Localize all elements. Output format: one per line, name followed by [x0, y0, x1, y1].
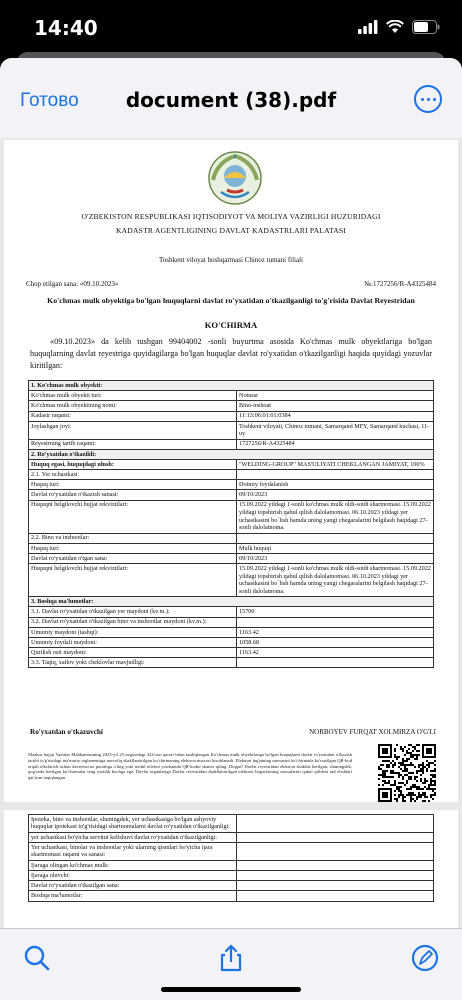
registrar-label: Ro'yxatdan o'tkazuvchi: [30, 728, 103, 736]
table-cell-value: 09/10/2023: [237, 554, 434, 564]
table-cell-label: 3. Boshqa ma'lumotlar:: [29, 597, 434, 607]
table-row: [29, 881, 434, 891]
document-title: document (38).pdf: [125, 88, 337, 112]
table-row: [29, 381, 434, 391]
pdf-viewer[interactable]: [0, 138, 462, 928]
table-row: [29, 554, 434, 564]
table-cell-value: [237, 842, 434, 860]
table-cell-label: 3.1. Davlat ro'yxatidan o'tkazilgan yer maydoni (kv.m.):: [29, 607, 237, 617]
table-row: [29, 648, 434, 658]
issue-date: Chop etilgan sana: «09.10.2023»: [26, 280, 119, 288]
table-cell-value: 09/10/2023: [237, 490, 434, 500]
table-row: [29, 391, 434, 401]
table-cell-value: 1163.42: [237, 648, 434, 658]
table-row: [29, 439, 434, 449]
table-cell-label: Davlat ro'yxatidan o'tkazish sanasi:: [29, 490, 237, 500]
table-row: [29, 627, 434, 637]
table-cell-label: Ijaraga olingan ko'chmas mulk:: [29, 860, 237, 870]
table-row: [29, 870, 434, 880]
table-cell-value: 1058.68: [237, 637, 434, 647]
table-cell-value: Mulk huquqi: [237, 543, 434, 553]
table-row: [29, 421, 434, 439]
legal-notice: Mazkur hujjat Vazirlar Mahkamasining 2023-yil 25-avgustdagi 424-son qarori bilan tasdiqlangan Ko'chmas mulk obyektlariga bo'lgan huquqlarni davlat ro'yxatidan o'tkazish tartibi to'g'risidagi ma'muriy reglamentiga muvofiq shakllantirilgan ko'chirmaning elektron nusxasi hisoblanadi. Elektron hujjatning nusxasini ko'chirmada ko'rsatilgan QR-kod orqali tekshirish uchun davreestr.uz portaliga o'ting yoki mobil telefon yordamida QR-kodni skaner qiling. Diqqat! Davlat reyestridan elektron shaklda berilgan, shuningdek, qog'ozda berilgan ko'chirmalar teng yuridik kuchga ega. Davlat organlariga Davlat reyestridan shakllantirilgan elektron hujjatlarning nusxalarini qabul qilishni rad etishlari qat'iyan taqiqlangan.: [28, 752, 352, 781]
table-cell-value: 1163.42: [237, 627, 434, 637]
branch-name: Toshkent viloyat boshqarmasi Chinoz tumani filiali: [159, 256, 303, 264]
document-sheet: [0, 58, 462, 1000]
navigation-bar: [0, 58, 462, 138]
table-cell-value: 15.09.2022 yildagi 1-sonli ko'chmas mulk oldi-sotdi shartnomasi. 15.09.2022 yildagi topshirish qabul qilish dalolatnomasi. 06.10.2023 yildagi yer uchastkasini bo`lish hamda uning yangi chegaralarini belgilash haqidagi 27-sonli dalolatnoma.: [237, 564, 434, 597]
table-cell-value: 11:13:06:01:01:0384: [237, 411, 434, 421]
table-cell-label: Ko'chmas mulk obyektining nomi:: [29, 401, 237, 411]
table-cell-label: Davlat ro'yxatidan o'tgan sana:: [29, 554, 237, 564]
table-row: [29, 832, 434, 842]
table-cell-label: Davlat ro'yxatidan o'tkazilgan sana:: [29, 881, 237, 891]
table-cell-value: 15700: [237, 607, 434, 617]
table-cell-value: [237, 533, 434, 543]
table-row: [29, 411, 434, 421]
table-row: [29, 658, 434, 668]
table-cell-label: 2.1. Yer uchastkasi:: [29, 470, 237, 480]
table-cell-label: Huquq turi:: [29, 480, 237, 490]
table-row: [29, 860, 434, 870]
table-cell-label: Qurilish osti maydoni:: [29, 648, 237, 658]
table-cell-label: 2. Ro'yxatdan o'tkazildi:: [29, 449, 434, 459]
pdf-page-1: [4, 140, 458, 802]
registry-table: [28, 380, 434, 668]
state-emblem-icon: [207, 150, 263, 206]
table-cell-value: Bino-inshoat: [237, 401, 434, 411]
table-cell-value: [237, 832, 434, 842]
table-row: [29, 815, 434, 833]
table-cell-value: [237, 470, 434, 480]
table-cell-label: Umumiy foydali maydoni:: [29, 637, 237, 647]
table-row: [29, 637, 434, 647]
search-icon[interactable]: [22, 943, 52, 973]
table-cell-label: Huquq egasi, huquqdagi ulush:: [29, 459, 237, 469]
table-row: [29, 842, 434, 860]
status-time: 14:40: [34, 16, 98, 40]
table-cell-value: "WELDING-GROUP" MAS'ULIYATI CHEKLANGAN JAMIYAT, 100%: [237, 459, 434, 469]
table-row: [29, 607, 434, 617]
signal-icon: [358, 20, 378, 34]
table-cell-value: [237, 891, 434, 901]
table-row: [29, 470, 434, 480]
table-cell-value: Doimiy foydalanish: [237, 480, 434, 490]
table-row: [29, 401, 434, 411]
table-row: [29, 459, 434, 469]
table-cell-label: Kadastr raqami:: [29, 411, 237, 421]
table-cell-label: Ko'chmas mulk obyekti turi:: [29, 391, 237, 401]
intro-paragraph: «09.10.2023» da kelib tushgan 99404002 -sonli buyurtma asosida Ko'chmas mulk obyektlariga bo'lgan huquqlarning davlat reyestriga quyidagilarga bo'lgan huquqlar davlat ro'yxatidan o'tkazilganligi haqida quyidagi yozuvlar kiritilgan:: [30, 337, 432, 370]
status-bar: [0, 0, 462, 58]
table-cell-value: Noturar: [237, 391, 434, 401]
table-cell-label: Yer uchastkasi, binolar va inshootlar yoki ularning qismlari bo'yicha ijara shartnomasi raqami va sanasi:: [29, 842, 237, 860]
table-cell-label: 3.3. Taqiq, xatlov yoki cheklovlar mavjudligi:: [29, 658, 237, 668]
table-row: [29, 597, 434, 607]
ellipsis-icon: [421, 98, 424, 101]
table-cell-value: 15.09.2022 yildagi 1-sonli ko'chmas mulk oldi-sotdi shartnomasi. 15.09.2022 yildagi topshirish qabul qilish dalolatnomasi. 06.10.2023 yildagi yer uchastkasini bo`lish hamda uning yangi chegaralarini belgilash haqidagi 27-sonli dalolatnoma.: [237, 500, 434, 533]
table-cell-label: Reyestrning tartib raqami:: [29, 439, 237, 449]
table-cell-label: yer uchastkasi bo'yicha servitut kelishuvi davlat ro'yxatidan o'tkazilganligi:: [29, 832, 237, 842]
done-button[interactable]: Готово: [20, 90, 79, 111]
table-cell-label: 3.2. Davlat ro'yxatidan o'tkazilgan bino va inshootlar maydoni (kv.m.):: [29, 617, 237, 627]
table-row: [29, 490, 434, 500]
table-row: [29, 564, 434, 597]
registration-number: №:1727256/R-A4325484: [364, 280, 436, 288]
table-cell-value: [237, 881, 434, 891]
document-subheading: KO'CHIRMA: [204, 320, 258, 330]
table-cell-label: 2.2. Bino va inshootlar:: [29, 533, 237, 543]
table-cell-value: [237, 870, 434, 880]
table-cell-value: 1727256/R-A4325484: [237, 439, 434, 449]
table-row: [29, 500, 434, 533]
table-row: [29, 617, 434, 627]
table-cell-value: [237, 815, 434, 833]
wifi-icon: [386, 20, 404, 34]
table-cell-value: [237, 658, 434, 668]
table-cell-label: Ijaraga oluvchi:: [29, 870, 237, 880]
header-chamber: KADASTR AGENTLIGINING DAVLAT KADASTRLARI PALATASI: [115, 226, 347, 235]
more-button[interactable]: [414, 85, 442, 113]
battery-icon: [412, 20, 440, 34]
registrar-name: NORBOYEV FURQAT XOLMIRZA O'G'LI: [309, 728, 436, 736]
table-row: [29, 533, 434, 543]
table-cell-value: [237, 617, 434, 627]
table-row: [29, 891, 434, 901]
table-row: [29, 449, 434, 459]
markup-icon[interactable]: [410, 943, 440, 973]
encumbrance-table: [28, 814, 434, 902]
table-cell-label: 1. Ko'chmas mulk obyekti:: [29, 381, 434, 391]
table-row: [29, 480, 434, 490]
table-cell-label: Huquqni belgilovchi hujjat rekvizitlari:: [29, 564, 237, 597]
bottom-toolbar: [0, 928, 462, 1000]
table-cell-label: Ipoteka, bino va inshootlar, shuningdek, yer uchastkasiga bo'lgan ashyoviy huquqlar ipotekasi to'g'risidagi shartnomalarni davlat ro'yxatidan o'tkazilganligi:: [29, 815, 237, 833]
header-ministry: O'ZBEKISTON RESPUBLIKASI IQTISODIYOT VA MOLIYA VAZIRLIGI HUZURIDAGI: [81, 212, 381, 221]
table-cell-label: Huquq turi:: [29, 543, 237, 553]
home-indicator[interactable]: [161, 987, 301, 992]
status-icons: [358, 20, 440, 34]
pdf-page-2: [4, 810, 458, 928]
table-row: [29, 543, 434, 553]
table-cell-label: Boshqa ma'lumotlar:: [29, 891, 237, 901]
share-icon[interactable]: [216, 943, 246, 973]
qr-code-icon: [378, 744, 436, 802]
table-cell-value: Toshkent viloyati, Chinoz tumani, Samarqand MFY, Samarqand kuchasi, 11-uy: [237, 421, 434, 439]
table-cell-label: Joylashgan joyi:: [29, 421, 237, 439]
table-cell-label: Huquqni belgilovchi hujjat rekvizitlari:: [29, 500, 237, 533]
table-cell-value: [237, 860, 434, 870]
table-cell-label: Umumiy maydoni (tashqi):: [29, 627, 237, 637]
document-heading: Ko'chmas mulk obyektiga bo'lgan huquqlarni davlat ro'yxatidan o'tkazilganligi to'g'risida Davlat Reyestridan: [47, 296, 415, 305]
